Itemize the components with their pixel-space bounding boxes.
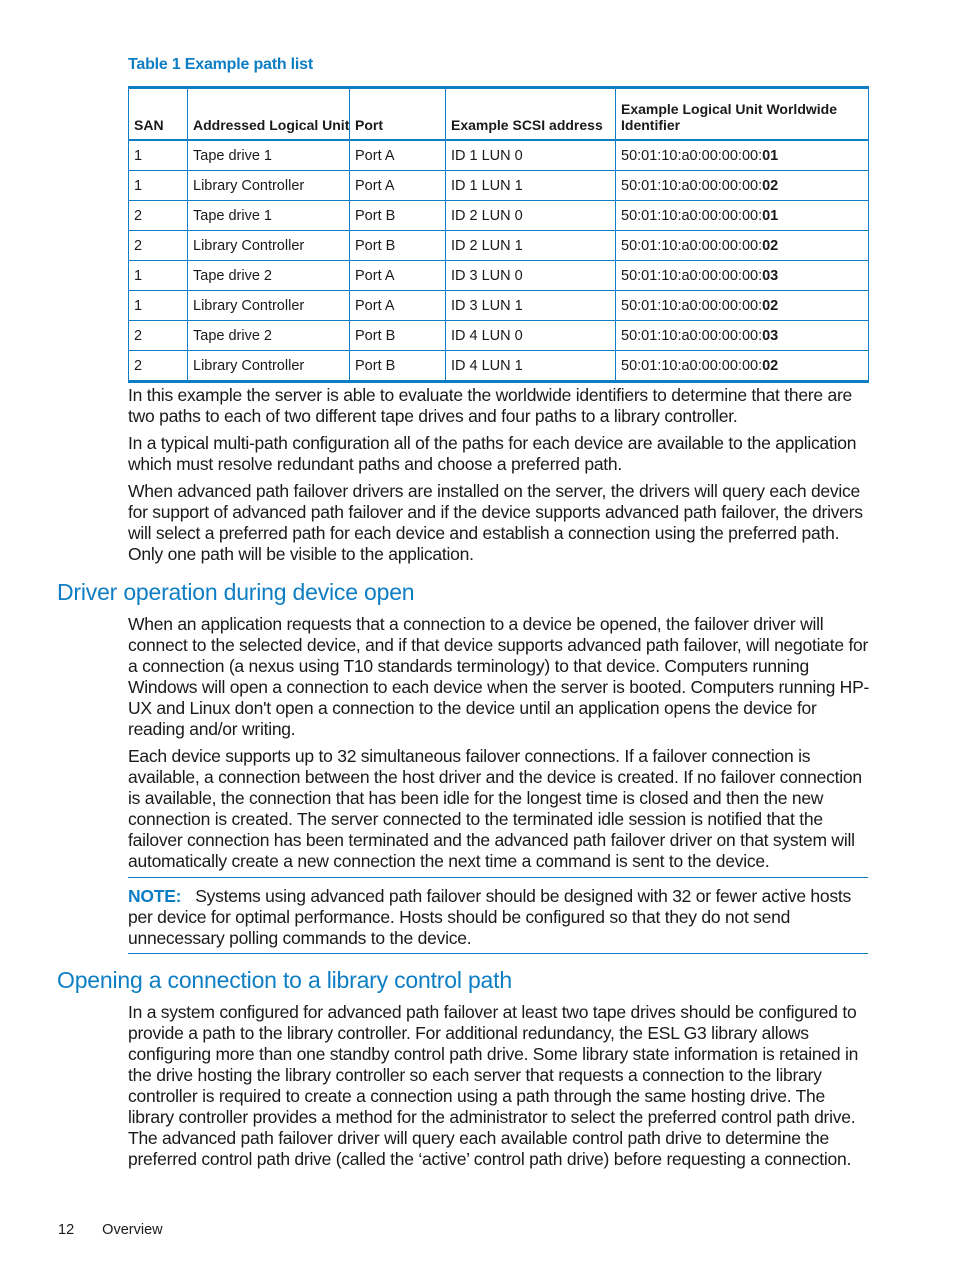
cell-worldwide-identifier: [616, 231, 869, 261]
driver-operation-paragraph-1: When an application requests that a connection to a device be opened, the failover driver will connect to the selected device, and if that device supports advanced path failover, will negotiate for a connection (a nexus using T10 standards terminology) to that device. Computers running Windows will open a connection to each device when the server is booted. Computers running HP-UX and Linux don't open a connection to the device until an application opens the device for reading and/or writing.: [128, 614, 870, 739]
wwid-prefix: 50:01:10:a0:00:00:00:: [621, 327, 763, 344]
cell-addressed-logical-unit: Library Controller: [188, 231, 350, 261]
table-body: [129, 140, 869, 382]
wwid-prefix: 50:01:10:a0:00:00:00:: [621, 177, 763, 194]
cell-worldwide-identifier: [616, 321, 869, 351]
cell-addressed-logical-unit: Tape drive 2: [188, 261, 350, 291]
cell-addressed-logical-unit: Library Controller: [188, 171, 350, 201]
wwid-suffix: 02: [762, 297, 779, 314]
table-header-row: [129, 88, 869, 141]
cell-worldwide-identifier: [616, 351, 869, 382]
cell-san: 2: [129, 201, 188, 231]
cell-addressed-logical-unit: Tape drive 1: [188, 201, 350, 231]
driver-operation-paragraph-2: Each device supports up to 32 simultaneous failover connections. If a failover connection is available, a connection between the host driver and the device is created. If no failover connection is available, the connection that has been idle for the longest time is closed and then the new connection is created. The server connected to the terminated idle session is notified that the failover connection has been terminated and the advanced path failover driver on that system will automatically create a new connection the next time a command is sent to the device.: [128, 746, 862, 871]
cell-worldwide-identifier: [616, 171, 869, 201]
cell-addressed-logical-unit: Tape drive 2: [188, 321, 350, 351]
cell-worldwide-identifier: [616, 201, 869, 231]
table-row: [129, 351, 869, 382]
intro-paragraph-2: In a typical multi-path configuration all of the paths for each device are available to the application which must resolve redundant paths and choose a preferred path.: [128, 433, 857, 474]
cell-san: 2: [129, 231, 188, 261]
wwid-suffix: 02: [762, 177, 779, 194]
section-heading-library-control-path: Opening a connection to a library control path: [57, 967, 512, 993]
header-san: SAN: [129, 88, 188, 141]
cell-san: 1: [129, 261, 188, 291]
table-row: [129, 140, 869, 171]
cell-san: 2: [129, 351, 188, 382]
header-addressed-logical-unit: Addressed Logical Unit: [188, 88, 350, 141]
cell-port: Port A: [350, 171, 446, 201]
table-row: [129, 321, 869, 351]
header-port: Port: [350, 88, 446, 141]
cell-port: Port A: [350, 140, 446, 171]
cell-scsi-address: ID 1 LUN 0: [446, 140, 616, 171]
note-label: NOTE:: [128, 886, 182, 906]
wwid-prefix: 50:01:10:a0:00:00:00:: [621, 267, 763, 284]
intro-paragraph-3: When advanced path failover drivers are installed on the server, the drivers will query each device for support of advanced path failover and if the device supports advanced path failover, the drivers will select a preferred path for each device and establish a connection using the preferred path. Only one path will be visible to the application.: [128, 481, 863, 564]
table-row: [129, 171, 869, 201]
wwid-prefix: 50:01:10:a0:00:00:00:: [621, 357, 763, 374]
note-top-rule: [128, 877, 868, 878]
wwid-suffix: 01: [762, 147, 779, 164]
section-heading-driver-operation: Driver operation during device open: [57, 579, 415, 605]
wwid-suffix: 02: [762, 237, 779, 254]
note-text: Systems using advanced path failover should be designed with 32 or fewer active hosts per device for optimal performance. Hosts should be configured so that they do not send unnecessary polling commands to the device.: [128, 886, 852, 948]
page-number: 12: [58, 1222, 75, 1238]
cell-scsi-address: ID 2 LUN 0: [446, 201, 616, 231]
cell-addressed-logical-unit: Library Controller: [188, 291, 350, 321]
intro-paragraph-1: In this example the server is able to evaluate the worldwide identifiers to determine that there are two paths to each of two different tape drives and four paths to a library controller.: [128, 385, 853, 426]
table-row: [129, 231, 869, 261]
note-box: [128, 886, 873, 949]
cell-san: 1: [129, 171, 188, 201]
page-footer: [58, 1222, 163, 1238]
wwid-prefix: 50:01:10:a0:00:00:00:: [621, 237, 763, 254]
header-scsi-address: Example SCSI address: [446, 88, 616, 141]
cell-worldwide-identifier: [616, 261, 869, 291]
wwid-prefix: 50:01:10:a0:00:00:00:: [621, 207, 763, 224]
wwid-suffix: 03: [762, 327, 779, 344]
header-worldwide-identifier: Example Logical Unit Worldwide Identifier: [616, 88, 869, 141]
cell-addressed-logical-unit: Tape drive 1: [188, 140, 350, 171]
wwid-suffix: 02: [762, 357, 779, 374]
cell-port: Port B: [350, 201, 446, 231]
table-row: [129, 261, 869, 291]
cell-scsi-address: ID 2 LUN 1: [446, 231, 616, 261]
path-list-table: [128, 86, 869, 383]
cell-port: Port B: [350, 351, 446, 382]
wwid-suffix: 03: [762, 267, 779, 284]
cell-addressed-logical-unit: Library Controller: [188, 351, 350, 382]
cell-scsi-address: ID 3 LUN 0: [446, 261, 616, 291]
cell-scsi-address: ID 3 LUN 1: [446, 291, 616, 321]
footer-section-name: Overview: [102, 1222, 163, 1238]
cell-port: Port B: [350, 321, 446, 351]
cell-worldwide-identifier: [616, 140, 869, 171]
wwid-prefix: 50:01:10:a0:00:00:00:: [621, 297, 763, 314]
library-control-path-paragraph: In a system configured for advanced path failover at least two tape drives should be configured to provide a path to the library controller. For additional redundancy, the ESL G3 library allows configuring more than one standby control path drive. Some library state information is retained in the drive hosting the library controller so each server that requests a connection to the library controller is required to create a connection using a path through the same hosting drive. The library controller provides a method for the administrator to select the preferred control path drive. The advanced path failover driver will query each available control path drive to determine the preferred control path drive (called the ‘active’ control path drive) before requesting a connection.: [128, 1002, 859, 1169]
cell-scsi-address: ID 4 LUN 1: [446, 351, 616, 382]
cell-port: Port A: [350, 261, 446, 291]
table-row: [129, 291, 869, 321]
cell-scsi-address: ID 4 LUN 0: [446, 321, 616, 351]
cell-san: 1: [129, 140, 188, 171]
table-row: [129, 201, 869, 231]
cell-san: 1: [129, 291, 188, 321]
note-bottom-rule: [128, 953, 868, 954]
wwid-suffix: 01: [762, 207, 779, 224]
cell-san: 2: [129, 321, 188, 351]
cell-scsi-address: ID 1 LUN 1: [446, 171, 616, 201]
cell-port: Port B: [350, 231, 446, 261]
cell-worldwide-identifier: [616, 291, 869, 321]
table-caption: Table 1 Example path list: [128, 56, 313, 73]
cell-port: Port A: [350, 291, 446, 321]
wwid-prefix: 50:01:10:a0:00:00:00:: [621, 147, 763, 164]
